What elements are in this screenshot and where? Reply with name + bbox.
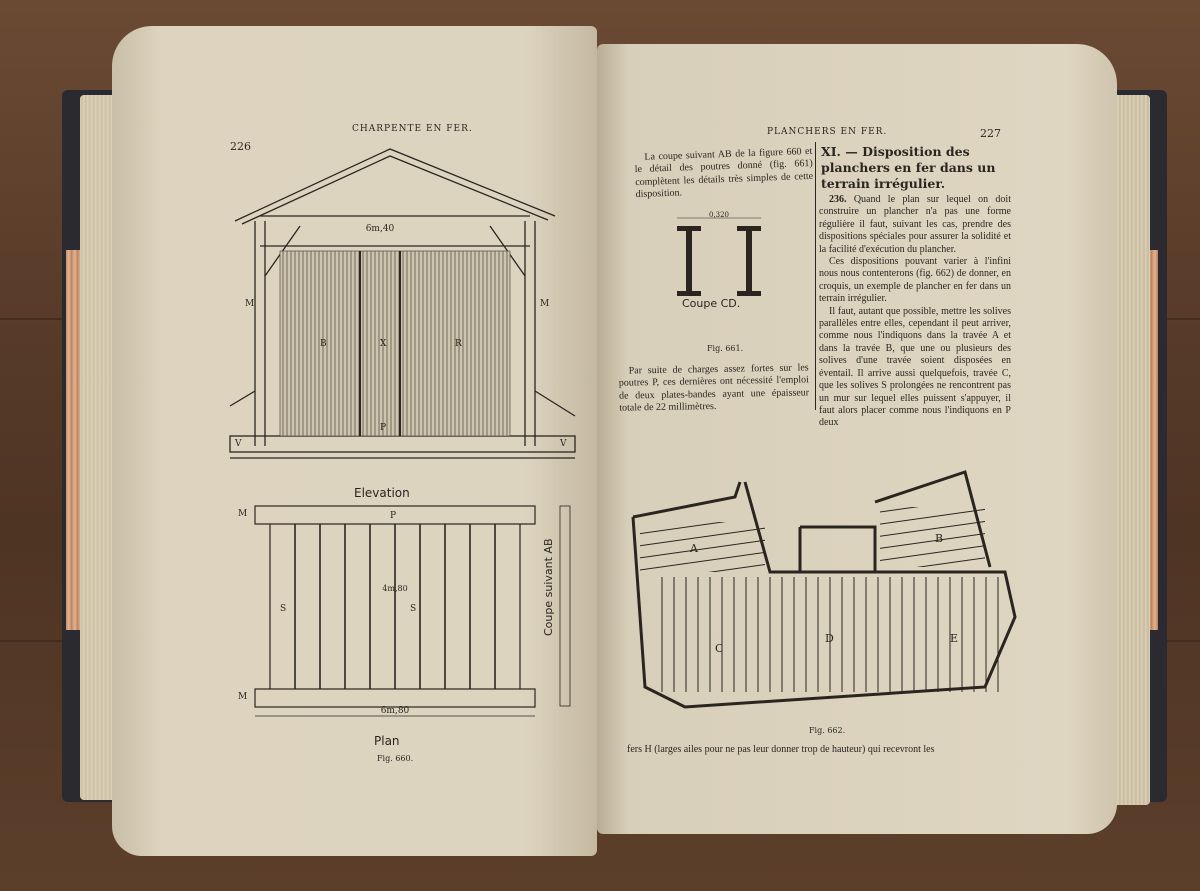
dimension-label: 6m,80 [380,706,410,716]
figure-660-plan [238,501,550,726]
svg-text:M: M [238,509,248,519]
section-label: Coupe suivant AB [542,538,555,636]
bay-label: D [825,632,834,645]
body-column: 236. Quand le plan sur lequel on doit construire un plancher n'a pas une forme régulière il faut, suivant les cas, prendre des dispositions spéciales pour assurer la solidité et la facilité d'exécution du plancher. Ces dispositions pouvant varier à l'infini nous nous contenterons (fig. 662) de donner, en croquis, un exemple de plancher en fer dans un terrain irrégulier. Il faut, autant que possible, mettre les solives parallèles entre elles, cependant il peut arriver, comme nous l'indiquons dans la travée A et dans la travée B, que une ou plusieurs des solives d'une travée soient disposées en éventail. Il arrive aussi quelquefois, travée C, que les solives S prolongées ne rencontrent pas un mur sur lequel elles puissent s'appuyer, il faut alors placer comme nous l'indiquons en P deux [819,194,1011,429]
running-header: CHARPENTE EN FER. [352,124,473,134]
marbled-edge [66,250,80,630]
svg-text:S: S [410,604,417,614]
svg-text:M: M [540,299,550,309]
svg-text:B: B [320,339,327,349]
column-rule [815,142,816,410]
section-cd-label: Coupe CD. [682,297,741,310]
dimension-label: 0,320 [708,211,730,219]
left-page [112,26,597,856]
paragraph-number: 236. [829,194,847,205]
section-heading: XI. — Disposition des planchers en fer dans un terrain irrégulier. [821,144,996,191]
figure-660-elevation [230,146,580,466]
dimension-label: 4m,80 [382,584,408,593]
svg-text:M: M [245,299,255,309]
svg-text:V: V [235,439,242,449]
running-header: PLANCHERS EN FER. [767,127,888,137]
page-number: 226 [230,140,251,153]
svg-text:S: S [280,604,287,614]
plan-label: Plan [374,734,400,748]
page-number: 227 [980,127,1001,140]
svg-text:P: P [390,511,397,521]
svg-text:P: P [380,423,387,433]
paragraph: La coupe suivant AB de la figure 660 et le détail des poutres donné (fig. 661) complètent les détails très simples de cette disposition. [634,145,814,201]
paragraph: Par suite de charges assez fortes sur les poutres P, ces dernières ont nécessité l'emploi de deux plates-bandes ayant une épaisseur totale de 22 millimètres. [618,362,810,414]
svg-text:V: V [560,439,567,449]
figure-caption: Fig. 660. [377,754,414,763]
right-page [597,44,1117,834]
svg-text:M: M [238,692,248,702]
dimension-label: 6m,40 [365,224,395,234]
elevation-label: Elevation [354,486,410,500]
bay-label: A [690,542,698,555]
svg-text:R: R [455,339,462,349]
figure-662-floor-plan [625,462,1025,722]
bay-label: E [950,632,959,645]
figure-caption: Fig. 661. [707,344,744,353]
figure-caption: Fig. 662. [809,726,846,735]
bay-label: B [935,532,944,545]
svg-text:X: X [380,339,387,349]
bay-label: C [715,642,724,655]
figure-661-section [657,211,787,309]
bottom-line-text: fers H (larges ailes pour ne pas leur donner trop de hauteur) qui recevront les [627,744,935,755]
